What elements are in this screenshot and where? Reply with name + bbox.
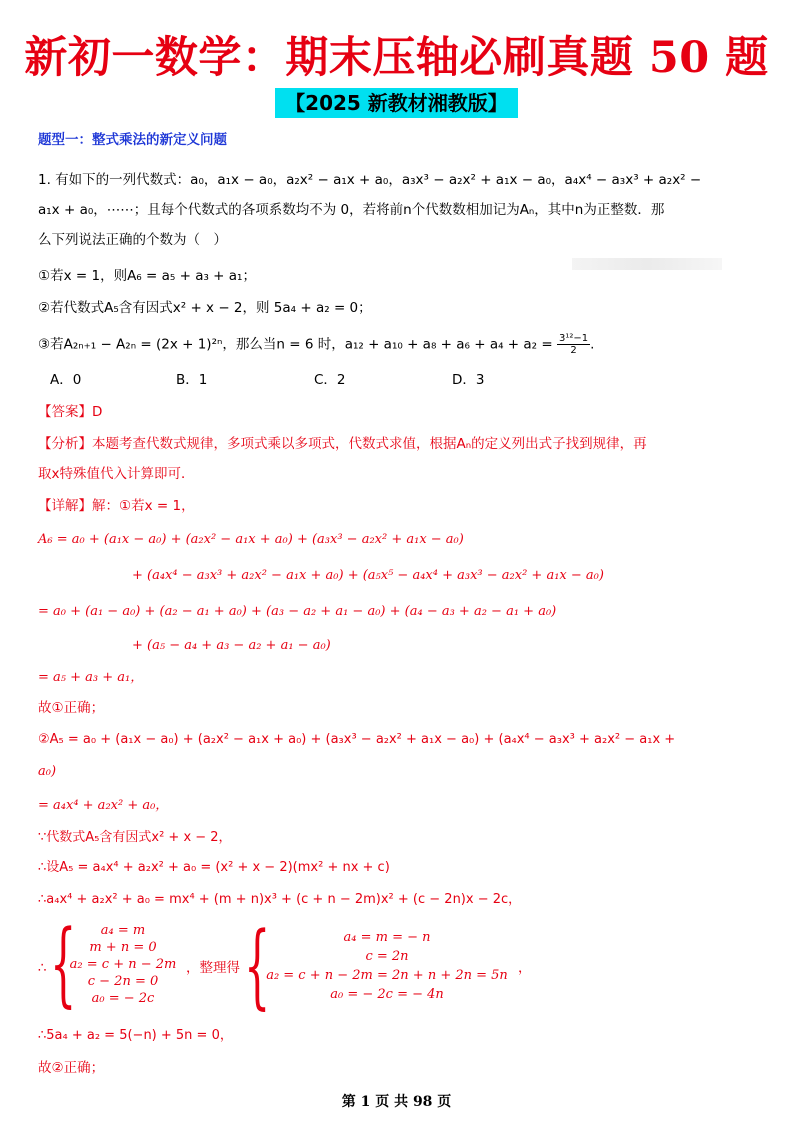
equation-system-1: a₄ = m m + n = 0 a₂ = c + n − 2m c − 2n = 0 a₀ = − 2c: [69, 923, 177, 1006]
equation-6: ②A₅ = a₀ + (a₁x − a₀) + (a₂x² − a₁x + a₀) + (a₃x³ − a₂x² + a₁x − a₀) + (a₄x⁴ − a₃x³ + a₂x² − a₁x +: [38, 732, 676, 747]
equation-7: = a₄x⁴ + a₂x² + a₀，: [38, 798, 169, 813]
question-line-2: a₁x + a₀，⋯⋯；且每个代数式的各项系数均不为 0，若将前n个代数数相加记为Aₙ，其中n为正整数．那: [38, 202, 665, 218]
equation-3: = a₀ + (a₁ − a₀) + (a₂ − a₁ + a₀) + (a₃ − a₂ + a₁ − a₀) + (a₄ − a₃ + a₂ − a₁ + a₀): [38, 604, 557, 619]
conclusion-2: 故②正确；: [38, 1060, 105, 1076]
factor-statement: ∵代数式A₅含有因式x² + x − 2，: [38, 830, 232, 845]
left-brace-2: {: [244, 912, 271, 1019]
option-a: A．0: [50, 372, 82, 388]
option-b: B．1: [176, 372, 208, 388]
section-heading: 题型一：整式乘法的新定义问题: [38, 132, 227, 148]
equation-5: = a₅ + a₃ + a₁，: [38, 670, 144, 685]
equation-2: + (a₄x⁴ − a₃x³ + a₂x² − a₁x + a₀) + (a₅x⁵ − a₄x⁴ + a₃x³ − a₂x² + a₁x − a₀): [132, 568, 604, 583]
equation-6-cont: a₀): [38, 764, 57, 779]
system-end-comma: ，: [518, 960, 532, 976]
arrange-text: ，整理得: [186, 960, 240, 976]
statement-2: ②若代数式A₅含有因式x² + x − 2，则 5a₄ + a₂ = 0；: [38, 300, 372, 316]
option-d: D．3: [452, 372, 485, 388]
edition-banner: 【2025 新教材湘教版】: [275, 88, 518, 118]
equation-1: A₆ = a₀ + (a₁x − a₀) + (a₂x² − a₁x + a₀) + (a₃x³ − a₂x² + a₁x − a₀): [38, 532, 464, 547]
title-part2: 真题 50 题: [546, 33, 769, 83]
statement-3: ③若A₂ₙ₊₁ − A₂ₙ = (2x + 1)²ⁿ，那么当n = 6 时，a₁₂ + a₁₀ + a₈ + a₆ + a₄ + a₂ = $\frac{\text{3¹²−1}}{2}$ .: [38, 333, 595, 356]
option-c: C．2: [314, 372, 346, 388]
equation-system-2: a₄ = m = − n c = 2n a₂ = c + n − 2m = 2n + n + 2n = 5n a₀ = − 2c = − 4n: [266, 930, 508, 1002]
question-line-3: 么下列说法正确的个数为（ ）: [38, 232, 227, 248]
expand-statement: ∴a₄x⁴ + a₂x² + a₀ = mx⁴ + (m + n)x³ + (c + n − 2m)x² + (c − 2n)x − 2c，: [38, 892, 522, 907]
assume-statement: ∴设A₅ = a₄x⁴ + a₂x² + a₀ = (x² + x − 2)(mx² + nx + c): [38, 860, 390, 875]
page-footer: 第 1 页 共 98 页: [341, 1094, 452, 1110]
equation-4: + (a₅ − a₄ + a₃ − a₂ + a₁ − a₀): [132, 638, 331, 653]
result-line: ∴5a₄ + a₂ = 5(−n) + 5n = 0，: [38, 1028, 233, 1043]
left-brace-1: {: [50, 910, 77, 1017]
analysis-line-1: 【分析】本题考查代数式规律，多项式乘以多项式，代数式求值，根据Aₙ的定义列出式子找到规律，再: [38, 436, 647, 452]
faint-watermark: [572, 258, 722, 270]
title-part1: 新初一数学：期末压轴必刷: [24, 33, 547, 83]
analysis-line-2: 取x特殊值代入计算即可．: [38, 466, 195, 482]
page-title: [0, 30, 793, 86]
statement-1: ①若x = 1，则A₆ = a₅ + a₃ + a₁；: [38, 268, 256, 284]
conclusion-1: 故①正确；: [38, 700, 105, 716]
question-line-1: 1. 有如下的一列代数式：a₀，a₁x − a₀，a₂x² − a₁x + a₀，a₃x³ − a₂x² + a₁x − a₀，a₄x⁴ − a₃x³ + a₂x² −: [38, 172, 702, 188]
fraction: $\frac{\text{3¹²−1}}{2}$: [559, 333, 589, 356]
answer-line: 【答案】D: [38, 404, 103, 420]
therefore-symbol: ∴: [38, 960, 47, 976]
detail-line-1: 【详解】解：①若x = 1，: [38, 498, 195, 514]
